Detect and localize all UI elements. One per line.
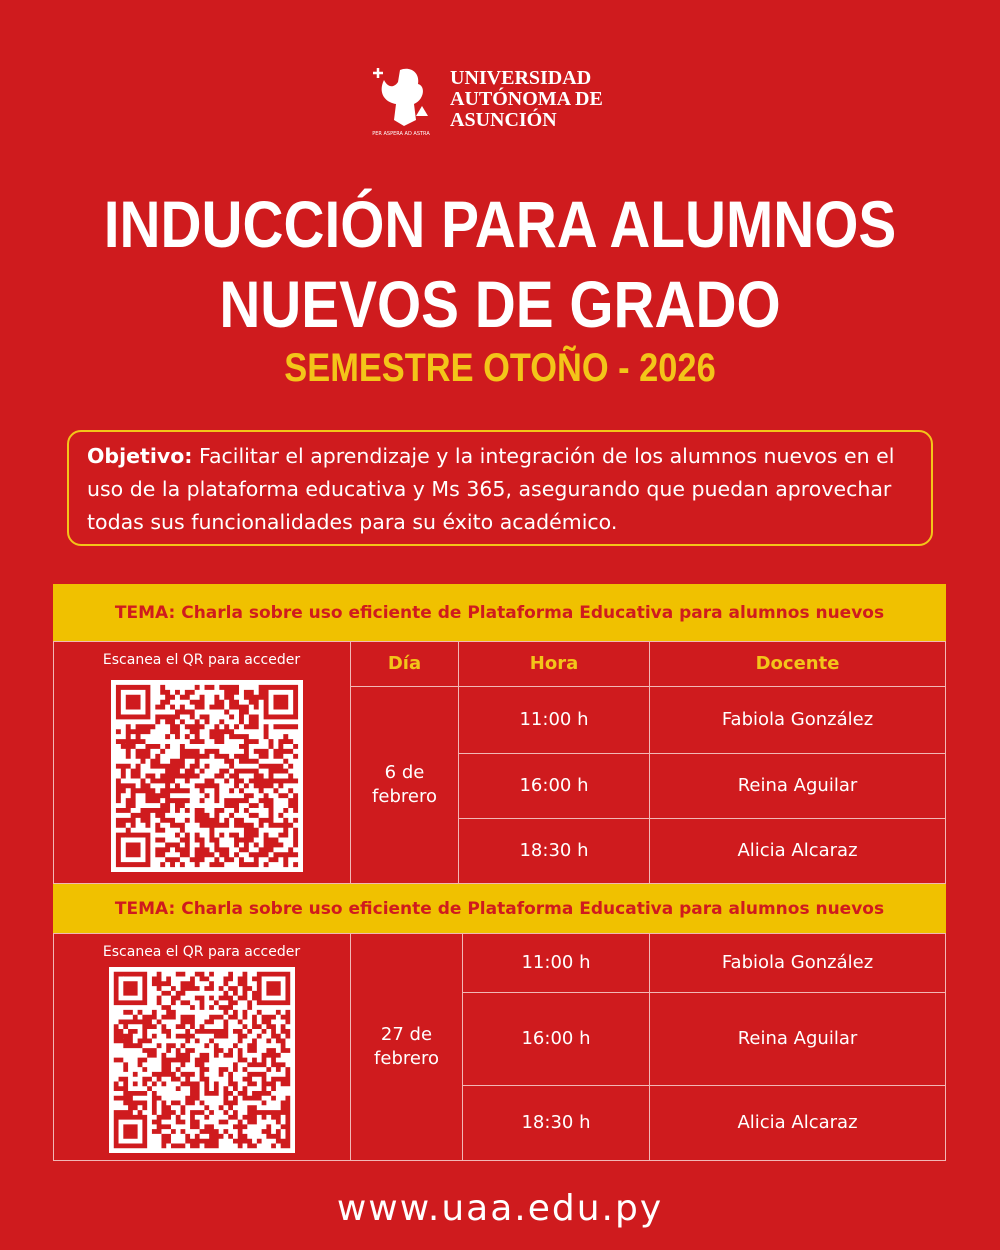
- session-day: 6 de febrero: [350, 686, 459, 884]
- session-hour: 16:00 h: [462, 992, 650, 1086]
- university-name: [450, 68, 603, 131]
- semester-subtitle: SEMESTRE OTOÑO - 2026: [284, 346, 716, 390]
- page-title-line-2: NUEVOS DE GRADO: [219, 267, 781, 341]
- session-hour: 18:30 h: [462, 1085, 650, 1161]
- session-hour: 16:00 h: [458, 753, 650, 819]
- session-teacher: Fabiola González: [649, 686, 946, 754]
- qr-scan-label: Escanea el QR para acceder: [102, 652, 301, 668]
- qr-scan-label: Escanea el QR para acceder: [102, 944, 301, 960]
- university-name-line: AUTÓNOMA DE: [450, 88, 603, 110]
- qr-code[interactable]: [109, 967, 295, 1153]
- page-title-line-1: INDUCCIÓN PARA ALUMNOS: [103, 187, 897, 261]
- session-topic-banner: TEMA: Charla sobre uso eficiente de Plataforma Educativa para alumnos nuevos: [53, 884, 946, 933]
- svg-text:PER ASPERA AD ASTRA: PER ASPERA AD ASTRA: [372, 131, 430, 137]
- column-header-teacher: Docente: [649, 641, 946, 687]
- session-hour: 11:00 h: [462, 933, 650, 993]
- objective-text: Facilitar el aprendizaje y la integración de los alumnos nuevos en el uso de la plataforma educativa y Ms 365, asegurando que puedan aprovechar todas sus funcionalidades para su éxito académico.: [87, 444, 895, 534]
- session-hour: 11:00 h: [458, 686, 650, 754]
- session-teacher: Fabiola González: [649, 933, 946, 993]
- column-header-hour: Hora: [458, 641, 650, 687]
- session-topic-banner: TEMA: Charla sobre uso eficiente de Plataforma Educativa para alumnos nuevos: [53, 584, 946, 641]
- column-header-day: Día: [350, 641, 459, 687]
- session-teacher: Reina Aguilar: [649, 992, 946, 1086]
- website-link[interactable]: www.uaa.edu.py: [336, 1188, 664, 1229]
- qr-modules: [116, 685, 298, 867]
- objective-box: [67, 430, 933, 546]
- session-day: 27 de febrero: [350, 933, 463, 1161]
- session-teacher: Alicia Alcaraz: [649, 1085, 946, 1161]
- session-hour: 18:30 h: [458, 818, 650, 884]
- objective-label: Objetivo:: [87, 444, 193, 468]
- session-teacher: Reina Aguilar: [649, 753, 946, 819]
- university-name-line: ASUNCIÓN: [450, 109, 557, 131]
- session-teacher: Alicia Alcaraz: [649, 818, 946, 884]
- qr-modules: [114, 972, 290, 1148]
- university-name-line: UNIVERSIDAD: [450, 67, 592, 89]
- university-logo: [370, 64, 432, 138]
- qr-code[interactable]: [111, 680, 303, 872]
